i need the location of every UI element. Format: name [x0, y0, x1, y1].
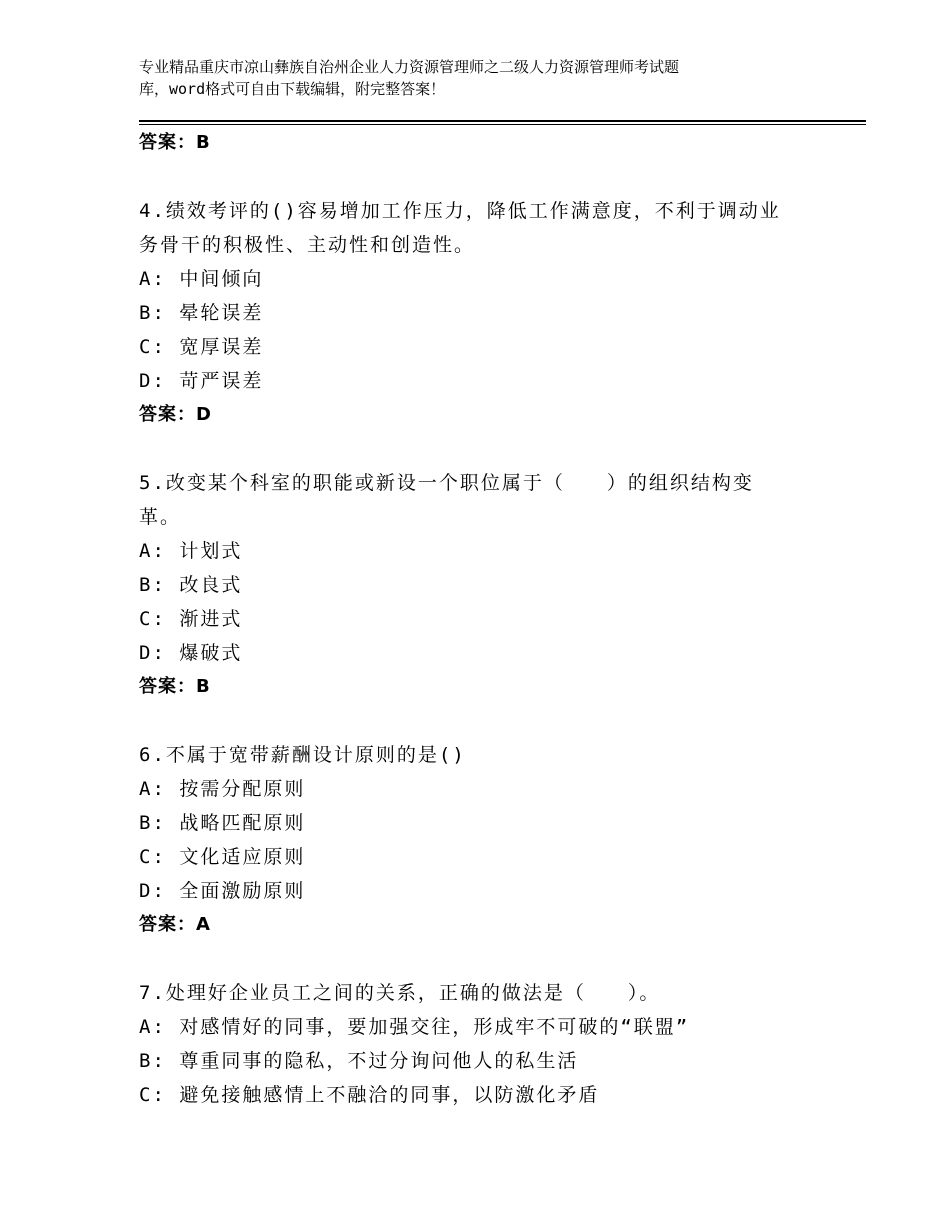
question-text: 务骨干的积极性、主动性和创造性。 — [139, 234, 476, 256]
header-line-2: 库，word格式可自由下载编辑，附完整答案！ — [139, 80, 446, 98]
question-7 — [139, 976, 839, 1112]
document-body — [139, 124, 839, 1112]
question-4 — [139, 194, 839, 432]
question-text: 革。 — [139, 506, 182, 528]
option-c: C: 宽厚误差 — [139, 336, 264, 358]
header-line-1: 专业精品重庆市凉山彝族自治州企业人力资源管理师之二级人力资源管理师考试题 — [139, 58, 680, 76]
question-text: 4.绩效考评的()容易增加工作压力，降低工作满意度，不利于调动业 — [139, 200, 781, 222]
option-d: D: 苛严误差 — [139, 370, 264, 392]
header-rule-thick — [139, 120, 866, 122]
question-6 — [139, 738, 839, 942]
option-b: B: 晕轮误差 — [139, 302, 264, 324]
option-c: C: 渐进式 — [139, 608, 243, 630]
option-d: D: 全面激励原则 — [139, 880, 306, 902]
option-b: B: 改良式 — [139, 574, 243, 596]
option-c: C: 避免接触感情上不融洽的同事，以防激化矛盾 — [139, 1084, 600, 1106]
option-a: A: 按需分配原则 — [139, 778, 306, 800]
question-text: 5.改变某个科室的职能或新设一个职位属于（ ）的组织结构变 — [139, 472, 754, 494]
option-c: C: 文化适应原则 — [139, 846, 306, 868]
option-a: A: 中间倾向 — [139, 268, 264, 290]
document-header — [139, 56, 839, 100]
question-text: 7.处理好企业员工之间的关系，正确的做法是（ ）。 — [139, 982, 661, 1004]
question-5 — [139, 466, 839, 704]
option-a: A: 计划式 — [139, 540, 243, 562]
option-b: B: 尊重同事的隐私，不过分询问他人的私生活 — [139, 1050, 579, 1072]
option-d: D: 爆破式 — [139, 642, 243, 664]
answer-line: 答案：B — [139, 676, 211, 697]
option-a: A: 对感情好的同事，要加强交往，形成牢不可破的“联盟” — [139, 1016, 690, 1038]
question-text: 6.不属于宽带薪酬设计原则的是() — [139, 744, 466, 766]
answer-line: 答案：B — [139, 132, 211, 153]
answer-line: 答案：A — [139, 914, 211, 935]
option-b: B: 战略匹配原则 — [139, 812, 306, 834]
answer-line: 答案：D — [139, 404, 212, 425]
